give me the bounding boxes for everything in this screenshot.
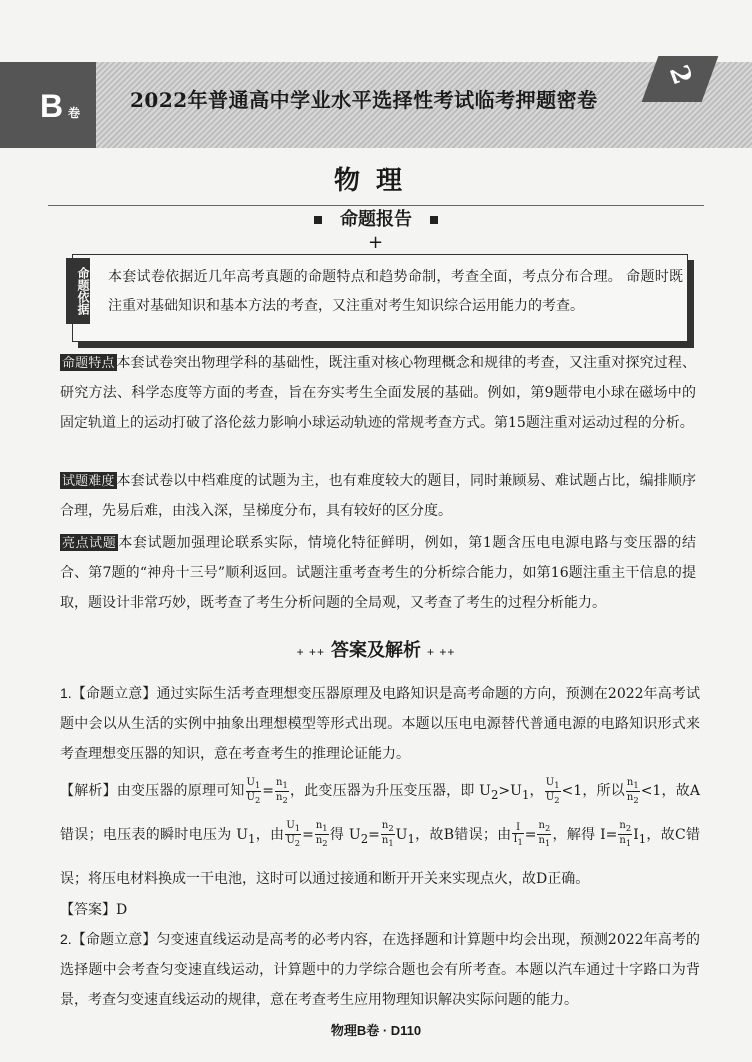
fraction-n2-n1: $\frac{n_2}{n_1}$	[619, 820, 632, 849]
q1-intent-label: 【命题立意】	[71, 685, 157, 701]
q1-analysis-text: ，此变压器为升压变压器，即 U	[289, 783, 491, 799]
q2-intent-label: 【命题立意】	[71, 931, 157, 947]
highlight-tag: 亮点试题	[62, 535, 117, 550]
fraction-u1-u2: $\frac{U_1}{U_2}$	[286, 820, 301, 849]
q1-analysis: 【解析】由变压器的原理可知 $\frac{U_1}{U_2}$ = $\frac{n_1}{n_2}$ ，此变压器为升压变压器，即 $U_2>U_1$， $\frac{U_1}{U_2}$ <1，所以 $\frac{n_1}{n_2}$ <1，故A错误；电压表的瞬时电压为 $U_1$，由 $\frac{U_1}{U_2}$ = $\frac{n_1}{n_2}$ 得 $U_2=$ $\frac{n_2}{n_1}$ $U_1$，故B错误；由 $\frac{I}{I_1}$ = $\frac{n_2}{n_1}$ ，解得 I= $\frac{n_2}{n_1}$ $I_1$，故C错误；将压电材料换成一干电池，这时可以通过接通和断开开关来实现点火，故D正确。	[60, 776, 701, 887]
plus-decoration-icon: +	[368, 232, 384, 253]
difficulty-tag: 试题难度	[62, 473, 115, 488]
fraction-i-i1: $\frac{I}{I_1}$	[513, 821, 523, 847]
exam-title: 2022年普通高中学业水平选择性考试临考押题密卷	[130, 88, 598, 112]
q1-analysis-text: <1，故A错误；电压表的瞬时电压为 U	[60, 783, 701, 843]
q1-analysis-text: 得 U	[329, 826, 361, 843]
basis-text: 本套试卷依据近几年高考真题的命题特点和趋势命制，考查全面，考点分布合理。 命题时既注重对基础知识和基本方法的考查，又注重对考生知识综合运用能力的考查。	[108, 268, 683, 313]
sparkle-left-icon: + ++	[296, 645, 325, 659]
fraction-n2-n1: $\frac{n_2}{n_1}$	[538, 820, 551, 849]
square-bullet-right-icon	[430, 216, 438, 224]
highlight-text: 本套试题加强理论联系实际，情境化特征鲜明，例如，第1题含压电电源电路与变压器的结合、第7题的“神舟十三号”顺利返回。试题注重考查考生的分析综合能力，如第16题注重主干信息的提取，题设计非常巧妙，既考查了考生分析问题的全局观，又考查了考生的过程分析能力。	[60, 535, 696, 611]
q1-answer	[60, 894, 700, 925]
features-text: 本套试卷突出物理学科的基础性，既注重对核心物理概念和规律的考查，又注重对探究过程、研究方法、科学态度等方面的考查，旨在夯实考生全面发展的基础。例如，第9题带电小球在磁场中的固定轨道上的运动打破了洛伦兹力影响小球运动轨迹的常规考查方式。第15题注重对运动过程的分析。	[60, 355, 696, 431]
fraction-n1-n2: $\frac{n_1}{n_2}$	[315, 820, 328, 849]
q1-analysis-text: ，故B错误；由	[414, 826, 512, 843]
q1-analysis-label: 【解析】	[60, 782, 117, 798]
fraction-n1-n2: $\frac{n_1}{n_2}$	[626, 776, 639, 805]
corner-number: 2	[662, 61, 698, 89]
fraction-n1-n2: $\frac{n_1}{n_2}$	[276, 776, 288, 805]
fraction-n2-n1: $\frac{n_2}{n_1}$	[381, 820, 394, 849]
answers-heading-text: 答案及解析	[331, 640, 421, 660]
difficulty-text: 本套试卷以中档难度的试题为主，也有难度较大的题目，同时兼顾易、难试题占比，编排顺序合理，先易后难，由浅入深，呈梯度分布，具有较好的区分度。	[60, 473, 696, 519]
report-heading-text: 命题报告	[340, 209, 412, 229]
difficulty-paragraph	[60, 466, 696, 526]
basis-tag: 命题依据	[66, 258, 90, 324]
q1-analysis-text: ，所以	[582, 783, 625, 799]
features-tag: 命题特点	[62, 355, 115, 370]
features-paragraph	[60, 348, 696, 438]
q1-number: 1.	[60, 685, 72, 701]
sparkle-right-icon: + ++	[427, 645, 456, 659]
volume-badge-letter: B	[40, 88, 64, 124]
q1-analysis-text: ，由	[255, 826, 285, 843]
q2-intent	[60, 924, 700, 1015]
q1-analysis-text: ，解得 I=	[552, 826, 618, 843]
q1-intent-text: 通过实际生活考查理想变压器原理及电路知识是高考命题的方向，预测在2022年高考试题中会以从生活的实例中抽象出理想模型等形式出现。本题以压电电源替代普通电源的电路知识形式来考查理想变压器的知识，意在考查考生的推理论证能力。	[60, 686, 700, 762]
fraction-u1-u2: $\frac{U_1}{U_2}$	[246, 776, 261, 805]
page-footer: 物理B卷 · D110	[330, 1023, 422, 1038]
subject-title: 物理	[333, 165, 418, 195]
fraction-u1-u2: $\frac{U_1}{U_2}$	[545, 776, 560, 805]
q1-answer-label: 【答案】	[60, 901, 116, 917]
q1-analysis-text: 由变压器的原理可知	[116, 783, 245, 799]
highlight-paragraph	[60, 528, 696, 618]
q2-number: 2.	[60, 931, 72, 947]
square-bullet-left-icon	[314, 216, 322, 224]
report-heading	[0, 205, 752, 231]
q1-answer-value: D	[116, 902, 128, 918]
volume-badge	[40, 86, 80, 126]
answers-heading	[0, 636, 752, 662]
q1-analysis-text: ，故C错误；将压电材料换成一干电池，这时可以通过接通和断开开关来实现点火，故D正确。	[60, 826, 701, 887]
volume-badge-suffix: 卷	[68, 106, 81, 120]
q1-intent	[60, 678, 700, 769]
q2-intent-text: 匀变速直线运动是高考的必考内容，在选择题和计算题中均会出现，预测2022年高考的选择题中会考查匀变速直线运动，计算题中的力学综合题也会有所考查。本题以汽车通过十字路口为背景，考查匀变速直线运动的规律，意在考查考生应用物理知识解决实际问题的能力。	[60, 932, 700, 1008]
